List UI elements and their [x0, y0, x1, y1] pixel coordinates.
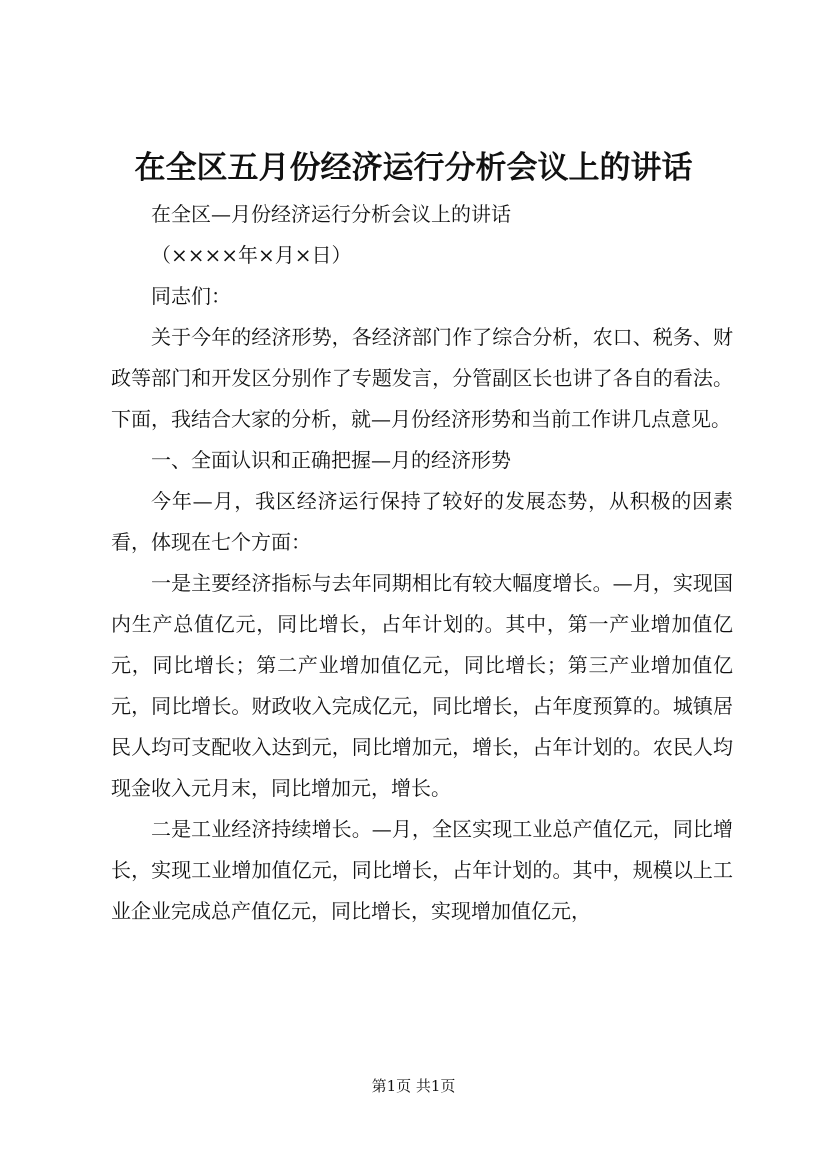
document-body — [111, 194, 733, 932]
body-paragraph: 一是主要经济指标与去年同期相比有较大幅度增长。—月，实现国内生产总值亿元，同比增长，占年计划的。其中，第一产业增加值亿元，同比增长；第二产业增加值亿元，同比增长；第三产业增加值亿元，同比增长。财政收入完成亿元，同比增长，占年度预算的。城镇居民人均可支配收入达到元，同比增加元，增长，占年计划的。农民人均现金收入元月末，同比增加元，增长。 — [111, 571, 733, 800]
page-footer: 第1页 共1页 — [371, 1077, 456, 1095]
document-title: 在全区五月份经济运行分析会议上的讲话 — [134, 150, 693, 186]
section-heading: 一、全面认识和正确把握—月的经济形势 — [151, 448, 511, 472]
body-paragraph: 今年—月，我区经济运行保持了较好的发展态势，从积极的因素看，体现在七个方面： — [111, 489, 733, 554]
body-paragraph: 二是工业经济持续增长。—月，全区实现工业总产值亿元，同比增长，实现工业增加值亿元，同比增长，占年计划的。其中，规模以上工业企业完成总产值亿元，同比增长，实现增加值亿元， — [111, 817, 733, 923]
subtitle-paragraph: 在全区—月份经济运行分析会议上的讲话 — [151, 202, 511, 226]
body-paragraph: 关于今年的经济形势，各经济部门作了综合分析，农口、税务、财政等部门和开发区分别作了专题发言，分管副区长也讲了各自的看法。下面，我结合大家的分析，就—月份经济形势和当前工作讲几点意见。 — [111, 325, 733, 431]
date-paragraph: （××××年×月×日） — [151, 243, 352, 267]
salutation-paragraph: 同志们： — [151, 284, 231, 308]
